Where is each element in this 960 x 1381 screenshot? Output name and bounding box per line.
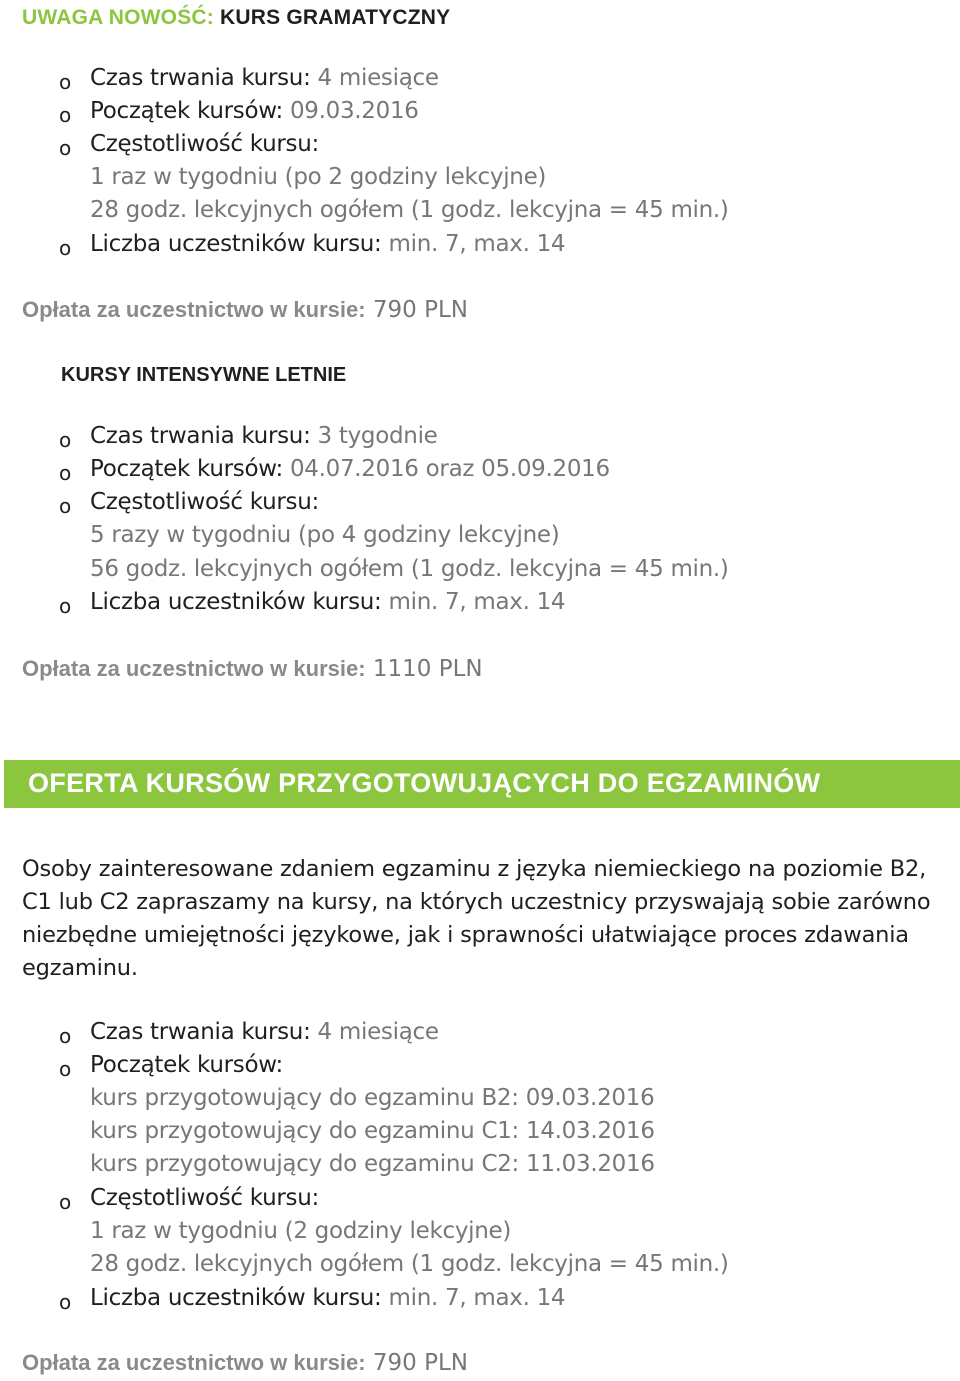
list-item-start — [90, 1052, 283, 1078]
bullet-icon: o — [59, 70, 72, 94]
bullet-icon: o — [59, 494, 72, 518]
frequency-detail-1: 1 raz w tygodniu (po 2 godziny lekcyjne) — [90, 164, 547, 190]
bullet-icon: o — [59, 103, 72, 127]
item-label: Częstotliwość kursu: — [90, 1185, 319, 1211]
list-item-duration — [90, 423, 438, 449]
list-item-duration — [90, 1019, 439, 1045]
bullet-icon: o — [59, 1290, 72, 1314]
frequency-detail-1: 1 raz w tygodniu (2 godziny lekcyjne) — [90, 1218, 512, 1244]
bullet-icon: o — [59, 1057, 72, 1081]
bullet-icon: o — [59, 428, 72, 452]
item-value: min. 7, max. 14 — [388, 231, 566, 257]
list-item-participants — [90, 589, 565, 615]
frequency-detail-1: 5 razy w tygodniu (po 4 godziny lekcyjne) — [90, 522, 560, 548]
item-label: Częstotliwość kursu: — [90, 489, 319, 515]
list-item-frequency — [90, 1185, 319, 1211]
bullet-icon: o — [59, 136, 72, 160]
item-value: min. 7, max. 14 — [388, 1285, 566, 1311]
description-line-2: C1 lub C2 zapraszamy na kursy, na których uczestnicy przyswajają sobie zarówno — [22, 889, 931, 915]
bullet-icon: o — [59, 594, 72, 618]
section-banner-exam-courses — [4, 760, 960, 808]
item-label: Początek kursów: — [90, 98, 283, 124]
bullet-icon: o — [59, 236, 72, 260]
fee-label: Opłata za uczestnictwo w kursie: — [22, 297, 366, 322]
fee-label: Opłata za uczestnictwo w kursie: — [22, 1350, 366, 1375]
section-heading-grammar — [22, 6, 450, 30]
item-label: Początek kursów: — [90, 1052, 283, 1078]
fee-value: 790 PLN — [372, 297, 468, 323]
item-value: 04.07.2016 oraz 05.09.2016 — [289, 456, 610, 482]
section-heading-intensive: KURSY INTENSYWNE LETNIE — [61, 364, 347, 386]
description-line-4: egzaminu. — [22, 955, 138, 981]
heading-prefix: UWAGA NOWOŚĆ: — [22, 6, 214, 29]
start-detail-b2: kurs przygotowujący do egzaminu B2: 09.03.2016 — [90, 1085, 655, 1111]
item-value: 3 tygodnie — [317, 423, 438, 449]
item-value: 09.03.2016 — [289, 98, 419, 124]
item-label: Czas trwania kursu: — [90, 1019, 311, 1045]
item-label: Liczba uczestników kursu: — [90, 1285, 382, 1311]
item-value: min. 7, max. 14 — [388, 589, 566, 615]
list-item-start — [90, 456, 610, 482]
frequency-detail-2: 28 godz. lekcyjnych ogółem (1 godz. lekcyjna = 45 min.) — [90, 197, 729, 223]
description-line-3: niezbędne umiejętności językowe, jak i sprawności ułatwiające proces zdawania — [22, 922, 909, 948]
item-label: Liczba uczestników kursu: — [90, 231, 382, 257]
item-label: Początek kursów: — [90, 456, 283, 482]
frequency-detail-2: 56 godz. lekcyjnych ogółem (1 godz. lekcyjna = 45 min.) — [90, 556, 729, 582]
item-label: Czas trwania kursu: — [90, 423, 311, 449]
list-item-frequency — [90, 489, 319, 515]
item-label: Liczba uczestników kursu: — [90, 589, 382, 615]
start-detail-c2: kurs przygotowujący do egzaminu C2: 11.03.2016 — [90, 1151, 655, 1177]
item-value: 4 miesiące — [317, 1019, 439, 1045]
list-item-participants — [90, 1285, 565, 1311]
heading-title: KURS GRAMATYCZNY — [220, 6, 451, 29]
fee-label: Opłata za uczestnictwo w kursie: — [22, 656, 366, 681]
bullet-icon: o — [59, 1190, 72, 1214]
fee-line — [22, 297, 468, 323]
frequency-detail-2: 28 godz. lekcyjnych ogółem (1 godz. lekcyjna = 45 min.) — [90, 1251, 729, 1277]
list-item-start — [90, 98, 419, 124]
item-value: 4 miesiące — [317, 65, 439, 91]
bullet-icon: o — [59, 461, 72, 485]
fee-line — [22, 1350, 468, 1376]
item-label: Częstotliwość kursu: — [90, 131, 319, 157]
start-detail-c1: kurs przygotowujący do egzaminu C1: 14.03.2016 — [90, 1118, 655, 1144]
description-line-1: Osoby zainteresowane zdaniem egzaminu z języka niemieckiego na poziomie B2, — [22, 856, 927, 882]
fee-line — [22, 656, 483, 682]
fee-value: 790 PLN — [372, 1350, 468, 1376]
banner-title: OFERTA KURSÓW PRZYGOTOWUJĄCYCH DO EGZAMINÓW — [28, 768, 821, 798]
list-item-frequency — [90, 131, 319, 157]
item-label: Czas trwania kursu: — [90, 65, 311, 91]
fee-value: 1110 PLN — [372, 656, 483, 682]
list-item-participants — [90, 231, 565, 257]
list-item-duration — [90, 65, 439, 91]
bullet-icon: o — [59, 1024, 72, 1048]
